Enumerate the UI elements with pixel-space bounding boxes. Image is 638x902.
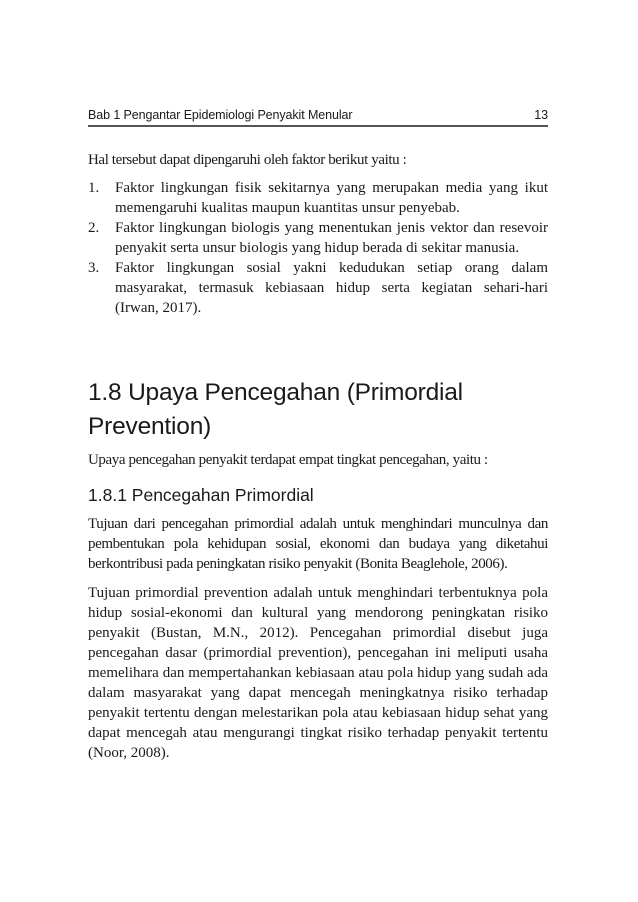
section-intro-paragraph: Upaya pencegahan penyakit terdapat empat tingkat pencegahan, yaitu : <box>88 452 488 468</box>
list-item <box>88 178 548 218</box>
list-item-text: Faktor lingkungan fisik sekitarnya yang merupakan media yang ikut memengaruhi kualitas maupun kuantitas unsur penyebab. <box>115 180 548 216</box>
list-item <box>88 218 548 258</box>
body-paragraph: Tujuan primordial prevention adalah untuk menghindari terbentuknya pola hidup sosial-ekonomi dan kultural yang mendorong peningkatan risiko penyakit (Bustan, M.N., 2012). Pencegahan primordial disebut juga pencegahan dasar (primordial prevention), pencegahan ini meliputi usaha memelihara dan mempertahankan kebiasaan atau pola hidup yang sudah ada dalam masyarakat yang dapat mencegah meningkatnya risiko terhadap penyakit tertentu dengan melestarikan pola atau kebiasaan hidup sehat yang dapat mencegah atau mengurangi tingkat risiko terhadap penyakit tertentu (Noor, 2008). <box>88 585 548 761</box>
running-header <box>88 108 548 127</box>
list-item <box>88 258 548 318</box>
body-paragraph: Tujuan dari pencegahan primordial adalah untuk menghindari munculnya dan pembentukan pola kehidupan sosial, ekonomi dan budaya yang diketahui berkontribusi pada peningkatan risiko penyakit (Bonita Beaglehole, 2006). <box>88 516 548 572</box>
factor-list <box>88 178 548 318</box>
list-item-number: 2. <box>88 220 100 236</box>
list-item-number: 3. <box>88 260 100 276</box>
intro-paragraph: Hal tersebut dapat dipengaruhi oleh faktor berikut yaitu : <box>88 152 407 168</box>
body-content <box>88 150 548 763</box>
page-number: 13 <box>534 108 548 122</box>
list-item-number: 1. <box>88 180 100 196</box>
list-item-text: Faktor lingkungan biologis yang menentukan jenis vektor dan resevoir penyakit serta unsur biologis yang hidup berada di sekitar manusia. <box>115 220 548 256</box>
list-item-text: Faktor lingkungan sosial yakni kedudukan setiap orang dalam masyarakat, termasuk kebiasaan hidup serta kegiatan sehari-hari (Irwan, 2017). <box>115 260 548 316</box>
section-heading: 1.8 Upaya Pencegahan (Primordial Prevention) <box>88 379 463 440</box>
running-title: Bab 1 Pengantar Epidemiologi Penyakit Menular <box>88 108 353 122</box>
subsection-heading: 1.8.1 Pencegahan Primordial <box>88 485 314 505</box>
